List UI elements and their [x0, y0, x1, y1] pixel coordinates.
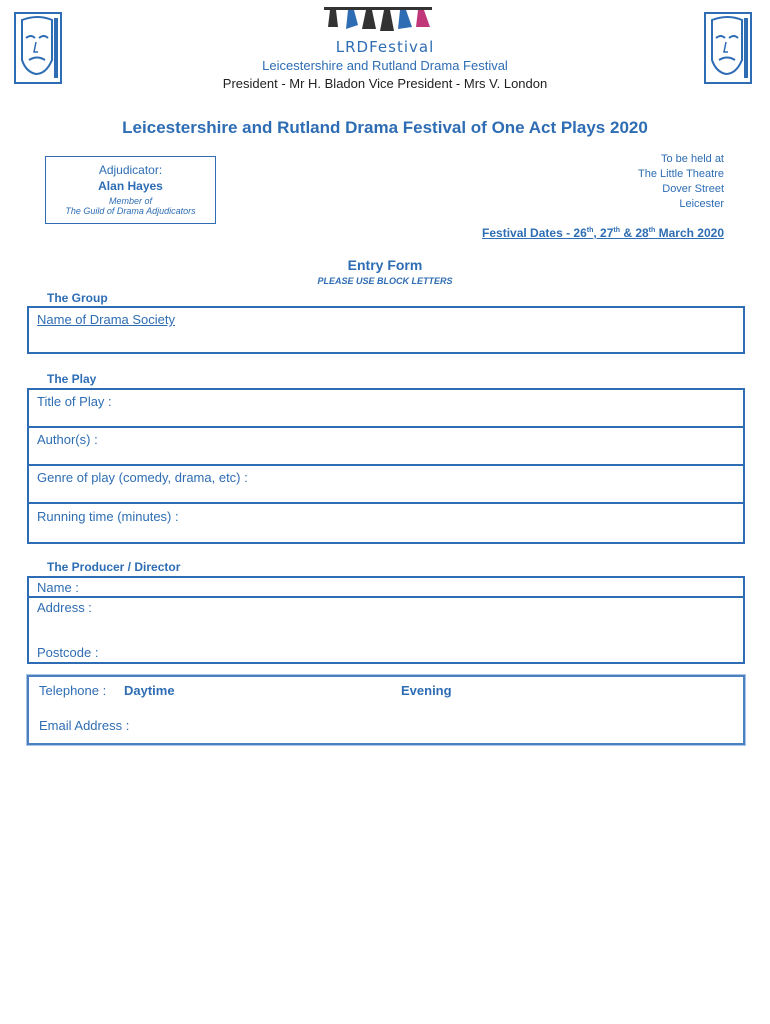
postcode-label: Postcode : — [37, 645, 99, 660]
producer-address-field[interactable] — [27, 596, 745, 664]
venue-block — [638, 152, 724, 212]
venue-line-4: Leicester — [679, 198, 724, 210]
group-heading: The Group — [47, 291, 108, 305]
drama-society-field[interactable] — [27, 306, 745, 354]
page-title: Leicestershire and Rutland Drama Festival of One Act Plays 2020 — [122, 118, 648, 137]
email-label: Email Address : — [39, 718, 130, 733]
adjudicator-box — [45, 156, 216, 224]
play-heading: The Play — [47, 372, 97, 386]
stage-lights-icon — [322, 5, 434, 37]
producer-name-field[interactable] — [27, 576, 745, 598]
festival-name: Leicestershire and Rutland Drama Festival — [262, 58, 508, 73]
festival-dates: Festival Dates - 26th, 27th & 28th March 2020 — [482, 226, 724, 240]
contact-box[interactable] — [27, 675, 745, 745]
festival-brand: LRDFestival — [335, 38, 435, 56]
adjudicator-guild: The Guild of Drama Adjudicators — [65, 206, 196, 216]
title-of-play-field[interactable] — [27, 388, 745, 428]
venue-line-2: The Little Theatre — [637, 168, 724, 180]
drama-society-label: Name of Drama Society — [37, 312, 175, 327]
running-time-label: Running time (minutes) : — [37, 509, 179, 524]
adjudicator-name: Alan Hayes — [98, 179, 163, 193]
authors-field[interactable] — [27, 426, 745, 466]
genre-field[interactable] — [27, 464, 745, 504]
address-label: Address : — [37, 600, 92, 615]
entry-form-heading: Entry Form — [347, 257, 423, 273]
running-time-field[interactable] — [27, 502, 745, 544]
producer-heading: The Producer / Director — [47, 560, 181, 574]
block-letters-note: PLEASE USE BLOCK LETTERS — [317, 276, 453, 286]
daytime-label: Daytime — [124, 683, 175, 698]
president-line: President - Mr H. Bladon Vice President - Mrs V. London — [222, 76, 548, 91]
producer-name-label: Name : — [37, 580, 79, 595]
adjudicator-label: Adjudicator: — [98, 163, 163, 177]
venue-line-1: To be held at — [661, 153, 724, 165]
authors-label: Author(s) : — [37, 432, 98, 447]
adjudicator-member: Member of — [108, 196, 152, 206]
venue-line-3: Dover Street — [662, 183, 724, 195]
evening-label: Evening — [401, 683, 452, 698]
title-of-play-label: Title of Play : — [37, 394, 112, 409]
genre-label: Genre of play (comedy, drama, etc) : — [37, 470, 248, 485]
telephone-label: Telephone : — [39, 683, 107, 698]
